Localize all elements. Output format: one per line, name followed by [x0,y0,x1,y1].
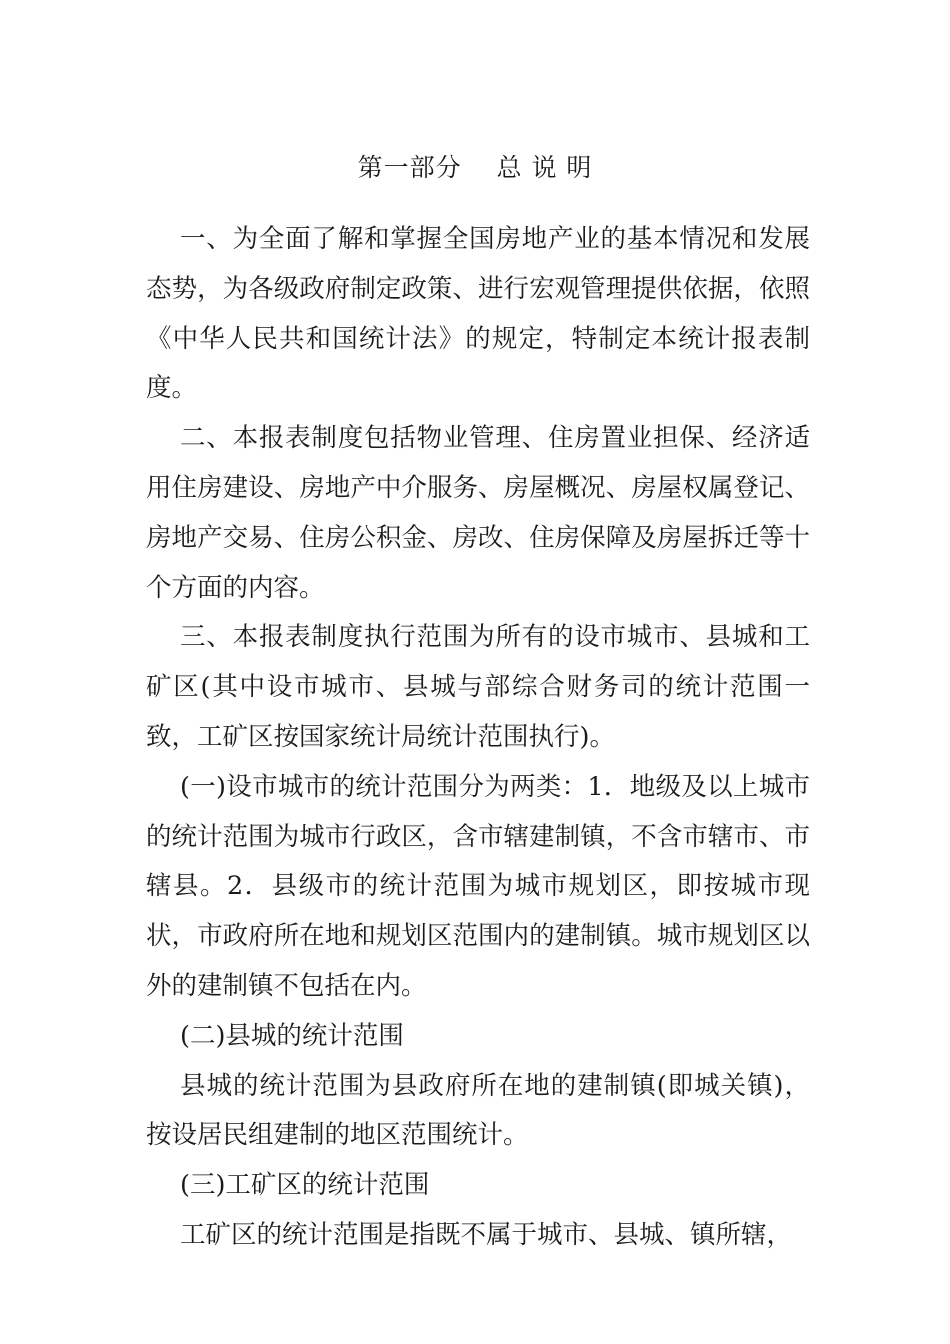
subheading-county-scope: (二)县城的统计范围 [180,1020,404,1051]
paragraph-contents: 二、本报表制度包括物业管理、住房置业担保、经济适用住房建设、房地产中介服务、房屋概况、房屋权属登记、房地产交易、住房公积金、房改、住房保障及房屋拆迁等十个方面的内容。 [146,423,810,603]
paragraph-county-scope: 县城的统计范围为县政府所在地的建制镇(即城关镇)，按设居民组建制的地区范围统计。 [146,1070,810,1151]
paragraph-scope: 三、本报表制度执行范围为所有的设市城市、县城和工矿区(其中设市城市、县城与部综合财务司的统计范围一致，工矿区按国家统计局统计范围执行)。 [146,622,810,752]
subheading-industrial-scope: (三)工矿区的统计范围 [180,1170,430,1201]
paragraph-industrial-scope: 工矿区的统计范围是指既不属于城市、县城、镇所辖， [180,1219,793,1250]
document-body [146,215,810,1261]
paragraph-city-scope: (一)设市城市的统计范围分为两类：1．地级及以上城市的统计范围为城市行政区，含市辖建制镇，不含市辖市、市辖县。2．县级市的统计范围为城市规划区，即按城市现状，市政府所在地和规划区范围内的建制镇。城市规划区以外的建制镇不包括在内。 [146,771,810,1001]
paragraph-purpose: 一、为全面了解和掌握全国房地产业的基本情况和发展态势，为各级政府制定政策、进行宏观管理提供依据，依照《中华人民共和国统计法》的规定，特制定本统计报表制度。 [146,224,810,404]
page-title: 第一部分 总 说 明 [357,153,593,182]
